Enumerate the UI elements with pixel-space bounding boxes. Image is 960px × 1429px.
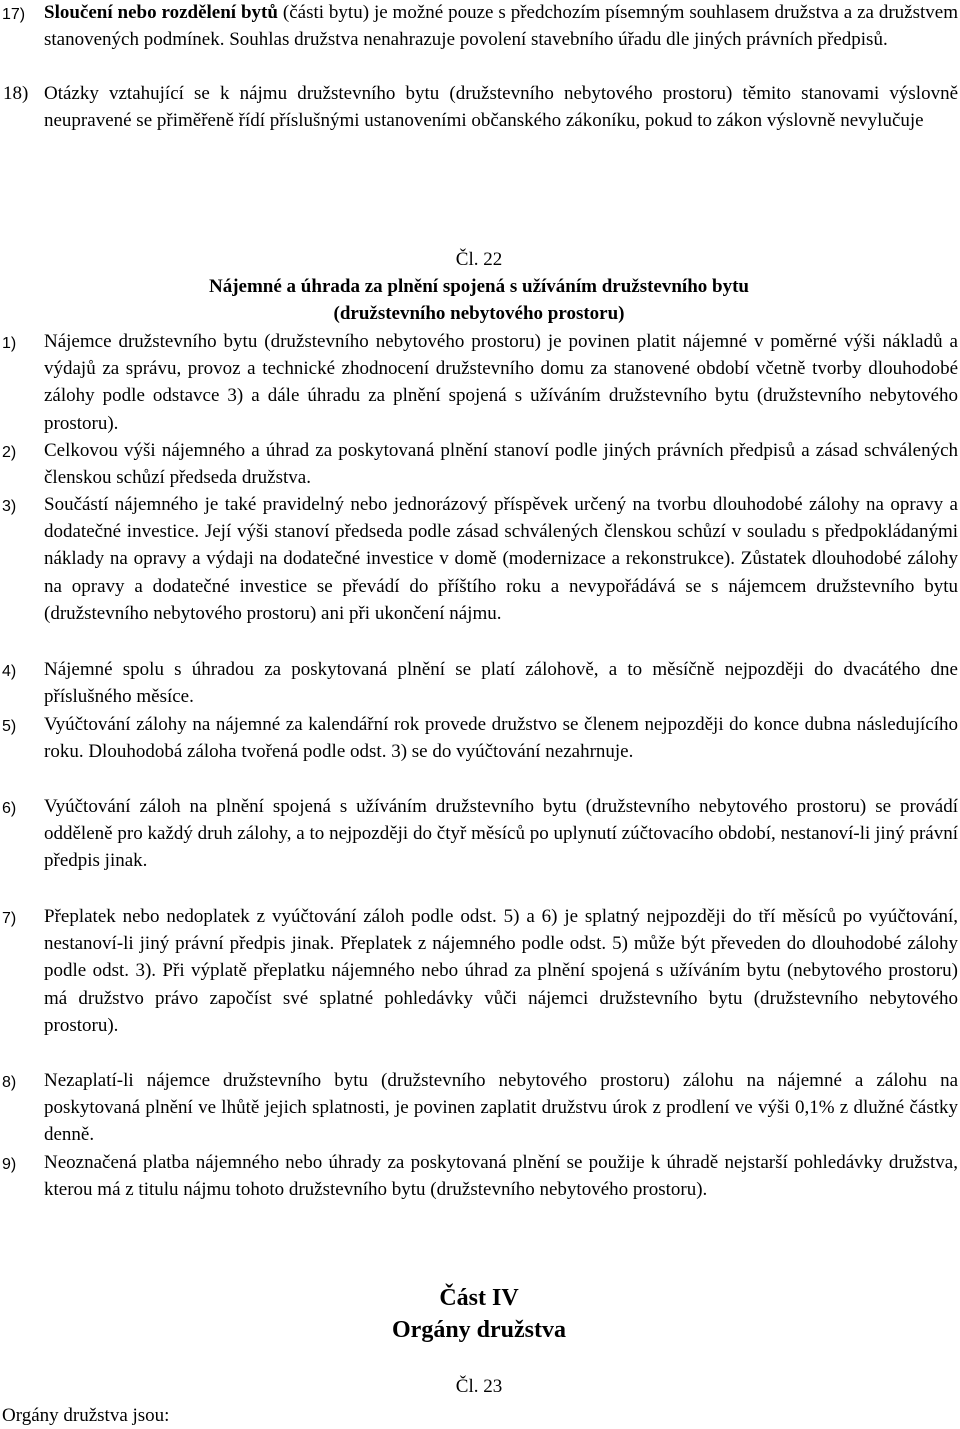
item-number: 5) (2, 718, 17, 735)
paragraph-18 (0, 80, 958, 134)
item-text: Nezaplatí-li nájemce družstevního bytu (družstevního nebytového prostoru) zálohu na nájemné a zálohu na poskytovaná plnění ve lhůtě jejich splatnosti, je povinen zaplatit družstvu úrok z prodlení ve výši 0,1% z dlužné částky denně. (44, 1070, 958, 1146)
article-22-item-8 (0, 1067, 958, 1149)
item-text: Součástí nájemného je také pravidelný nebo jednorázový příspěvek určený na tvorbu dlouhodobé zálohy na opravy a dodatečné investice. Její výši stanoví předseda podle zásad schválených členskou schůzí v souladu s předpokládanými náklady na opravy a výdaji na dodatečné investice v domě (modernizace a rekonstrukce). Zůstatek dlouhodobé zálohy na opravy a dodatečné investice se převádí do příštího roku a nevypořádává se s nájemcem družstevního bytu (družstevního nebytového prostoru) ani při ukončení nájmu. (44, 494, 958, 624)
article-23-label: Čl. 23 (455, 1376, 503, 1397)
item-number: 1) (2, 335, 17, 352)
item-text: Vyúčtování zálohy na nájemné za kalendářní rok provede družstvo se členem nejpozději do konce dubna následujícího roku. Dlouhodobá záloha tvořená podle odst. 3) se do vyúčtování nezahrnuje. (44, 714, 958, 763)
item-number: 9) (2, 1156, 17, 1173)
article-22-item-6 (0, 793, 958, 875)
article-22-title-line1: Nájemné a úhrada za plnění spojená s užíváním družstevního bytu (209, 276, 749, 297)
article-22-item-5 (0, 711, 958, 765)
article-22-item-2 (0, 437, 958, 491)
article-22-item-4 (0, 656, 958, 710)
item-text: Vyúčtování záloh na plnění spojená s užíváním družstevního bytu (družstevního nebytového prostoru) se provádí odděleně pro každý druh zálohy, a to nejpozději do čtyř měsíců po uplynutí zúčtovacího období, nestanoví-li jiný právní předpis jinak. (44, 796, 958, 872)
part-4-label: Část IV (439, 1285, 519, 1311)
item-text: Celkovou výši nájemného a úhrad za poskytovaná plnění stanoví podle jiných právních předpisů a zásad schválených členskou schůzí předseda družstva. (44, 440, 958, 489)
paragraph-rest: (části bytu) je možné pouze s předchozím písemným souhlasem družstva a za družstvem stanovených podmínek. Souhlas družstva nenahrazuje povolení stavebního úřadu dle jiných právních předpisů. (44, 2, 959, 51)
paragraph-number: 17) (2, 6, 26, 23)
item-number: 6) (2, 800, 17, 817)
item-text: Nájemce družstevního bytu (družstevního nebytového prostoru) je povinen platit nájemné v poměrné výši nákladů a výdajů za správu, provoz a technické zhodnocení družstevního domu za stanovené období včetně tvorby dlouhodobé zálohy podle odstavce 3) a dále úhradu za plnění spojená s užíváním družstevního bytu (družstevního nebytového prostoru). (44, 331, 958, 434)
paragraph-text: Otázky vztahující se k nájmu družstevního bytu (družstevního nebytového prostoru) těmito stanovami výslovně neupravené se přiměřeně řídí příslušnými ustanoveními občanského zákoníku, pokud to zákon výslovně nevylučuje (44, 83, 958, 132)
paragraph-17 (0, 0, 958, 53)
item-text: Přeplatek nebo nedoplatek z vyúčtování záloh podle odst. 5) a 6) je splatný nejpozději do tří měsíců po vyúčtování, nestanoví-li jiný právní předpis jinak. Přeplatek z nájemného podle odst. 5) může být převeden do dlouhodobé zálohy podle odst. 3). Při výplatě přeplatku nájemného nebo úhrad za plnění spojená s užíváním bytu (nebytového prostoru) má družstvo právo započíst své splatné pohledávky vůči nájemci družstevního bytu (družstevního nebytového prostoru). (44, 906, 958, 1036)
item-number: 2) (2, 444, 17, 461)
item-number: 7) (2, 910, 17, 927)
paragraph-text (44, 0, 958, 53)
article-22-item-1 (0, 328, 958, 437)
article-22-title-line2: (družstevního nebytového prostoru) (333, 303, 625, 324)
item-number: 4) (2, 663, 17, 680)
article-23-intro: Orgány družstva jsou: (2, 1405, 170, 1426)
item-number: 8) (2, 1074, 17, 1091)
article-22-item-7 (0, 903, 958, 1039)
paragraph-number: 18) (3, 83, 29, 104)
article-22-item-9 (0, 1149, 958, 1203)
article-22-item-3 (0, 491, 958, 627)
item-number: 3) (2, 498, 17, 515)
bold-lead: Sloučení nebo rozdělení bytů (44, 2, 278, 23)
part-4-title: Orgány družstva (392, 1317, 566, 1343)
item-text: Nájemné spolu s úhradou za poskytovaná plnění se platí zálohově, a to měsíčně nejpozději do dvacátého dne příslušného měsíce. (44, 659, 958, 708)
article-22-label: Čl. 22 (455, 249, 503, 270)
item-text: Neoznačená platba nájemného nebo úhrady za poskytovaná plnění se použije k úhradě nejstarší pohledávky družstva, kterou má z titulu nájmu tohoto družstevního bytu (družstevního nebytového prostoru). (44, 1152, 958, 1201)
